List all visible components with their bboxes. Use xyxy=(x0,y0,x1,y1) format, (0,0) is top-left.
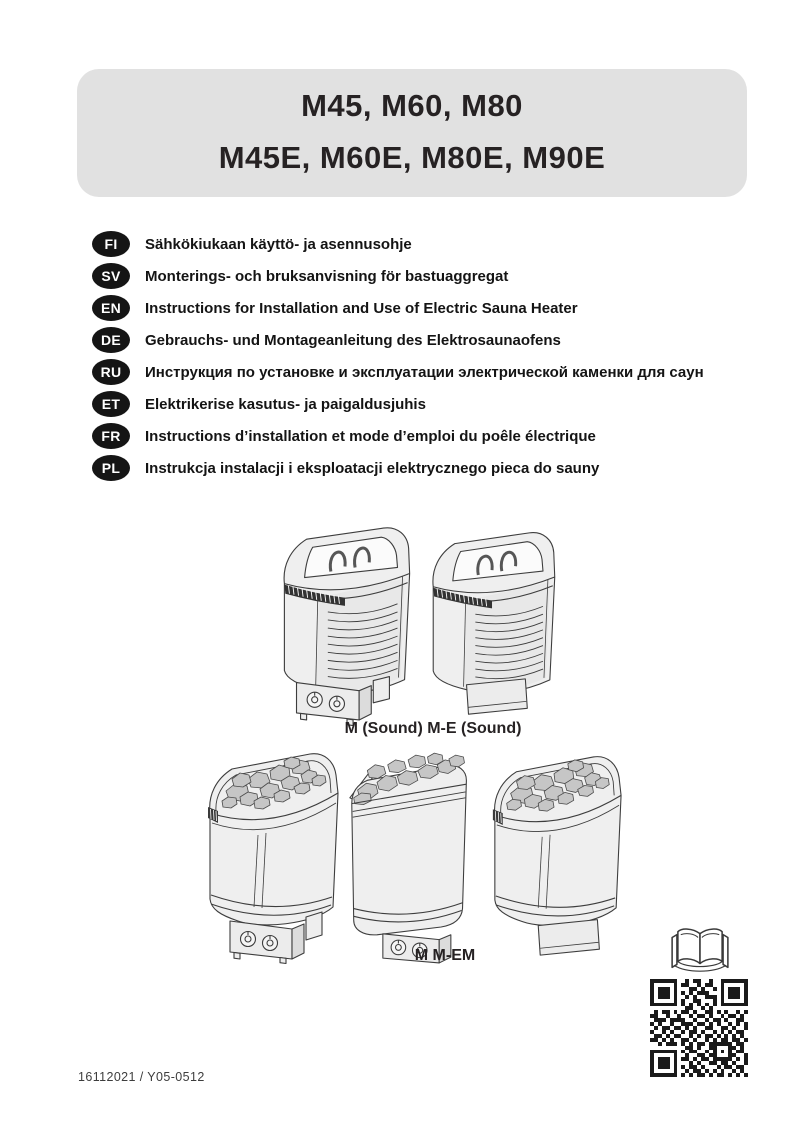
qr-code xyxy=(650,979,748,1077)
language-row-fi xyxy=(92,228,704,260)
footer-code: 16112021 / Y05-0512 xyxy=(78,1070,205,1084)
bottom-heaters-caption: M M-EM xyxy=(414,947,476,964)
language-label-fr: Instructions d’installation et mode d’emploi du poêle électrique xyxy=(145,427,596,445)
heater-me-sound-illustration xyxy=(419,526,567,722)
language-badge-pl: PL xyxy=(92,455,130,481)
language-label-pl: Instrukcja instalacji i eksploatacji elektrycznego pieca do sauny xyxy=(145,459,600,477)
model-title-line2: M45E, M60E, M80E, M90E xyxy=(218,140,606,175)
top-heaters-caption: M (Sound) M-E (Sound) xyxy=(344,720,522,737)
language-badge-ru: RU xyxy=(92,359,130,385)
open-book-icon xyxy=(669,925,731,975)
language-row-sv xyxy=(92,260,704,292)
model-header xyxy=(77,69,747,197)
language-label-en: Instructions for Installation and Use of Electric Sauna Heater xyxy=(145,299,578,317)
language-row-pl xyxy=(92,452,704,484)
heater-m-sound-illustration xyxy=(270,521,422,723)
language-label-et: Elektrikerise kasutus- ja paigaldusjuhis xyxy=(145,395,426,413)
language-row-fr xyxy=(92,420,704,452)
language-label-ru: Инструкция по установке и эксплуатации электрической каменки для саун xyxy=(145,363,704,381)
language-badge-fi: FI xyxy=(92,231,130,257)
language-row-et xyxy=(92,388,704,420)
language-list xyxy=(92,228,704,484)
language-badge-fr: FR xyxy=(92,423,130,449)
heater-m-em-illustration xyxy=(344,752,480,967)
language-badge-en: EN xyxy=(92,295,130,321)
heater-m-left-illustration xyxy=(196,749,346,964)
model-title-line1: M45, M60, M80 xyxy=(301,88,523,123)
language-row-en xyxy=(92,292,704,324)
language-label-fi: Sähkökiukaan käyttö- ja asennusohje xyxy=(145,235,412,253)
language-badge-de: DE xyxy=(92,327,130,353)
language-row-ru xyxy=(92,356,704,388)
language-row-de xyxy=(92,324,704,356)
heater-m-right-illustration xyxy=(481,752,629,964)
language-badge-et: ET xyxy=(92,391,130,417)
language-badge-sv: SV xyxy=(92,263,130,289)
language-label-de: Gebrauchs- und Montageanleitung des Elektrosaunaofens xyxy=(145,331,561,349)
language-label-sv: Monterings- och bruksanvisning för bastuaggregat xyxy=(145,267,509,285)
